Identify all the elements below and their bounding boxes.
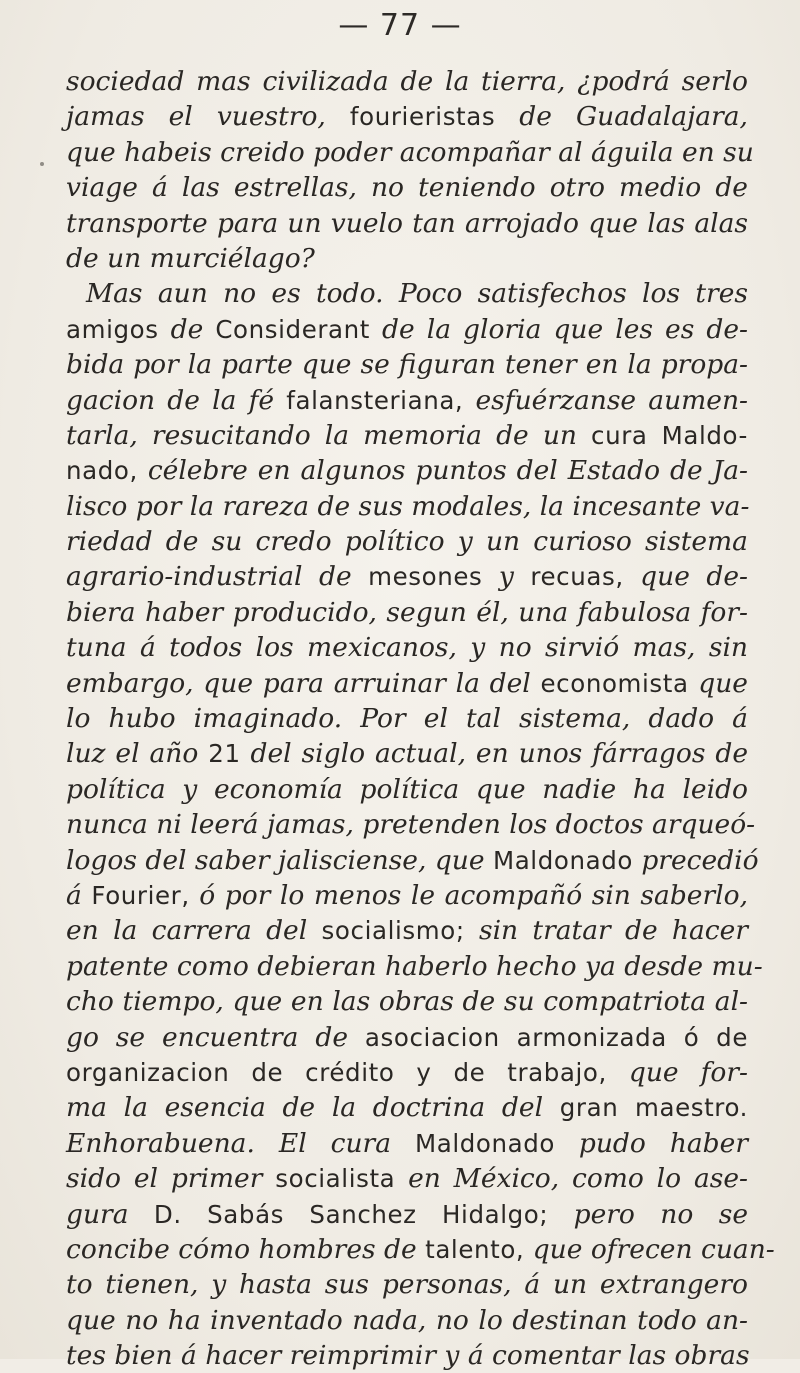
text-line (66, 666, 748, 701)
italic-span: lisco por la rareza de sus modales, la incesante va- (66, 490, 750, 522)
italic-span: sociedad mas civilizada de la tierra, ¿podrá serlo (66, 66, 748, 97)
text-line (66, 1197, 748, 1232)
italic-span: de un murciélago? (66, 242, 315, 274)
italic-span: célebre en algunos puntos del Estado de Ja- (147, 455, 748, 487)
text-line (66, 64, 748, 99)
text-line (66, 1338, 748, 1373)
roman-span: recuas, (530, 562, 641, 592)
text-line (66, 772, 748, 807)
roman-span: asociacion armonizada ó de (364, 1022, 748, 1052)
roman-span: organizacion de crédito y de trabajo, (66, 1057, 629, 1087)
italic-span: agrario-industrial de (66, 561, 369, 593)
italic-span: pero no se (573, 1198, 749, 1230)
text-line (66, 524, 748, 559)
text-line (66, 1232, 775, 1267)
page-number-header: — 77 — (338, 8, 462, 43)
text-line (66, 276, 748, 311)
text-line (66, 453, 748, 488)
italic-span: precedió (641, 844, 759, 876)
italic-span: política y economía política que nadie ha leido (66, 773, 748, 805)
italic-span: concibe cómo hombres de (66, 1233, 426, 1265)
italic-span: sido el primer (66, 1163, 276, 1195)
italic-span: lo hubo imaginado. Por el tal sistema, dado á (66, 703, 748, 735)
italic-span: viage á las estrellas, no teniendo otro medio de (66, 172, 748, 204)
text-line (66, 312, 748, 347)
text-line (66, 135, 754, 170)
italic-span: que ofrecen cuan- (532, 1233, 775, 1265)
text-line (66, 206, 748, 241)
italic-span: nunca ni leerá jamas, pretenden los doctos arqueó- (66, 809, 756, 841)
body-text (66, 64, 775, 1373)
italic-span: jamas el vuestro, (66, 101, 350, 133)
roman-span: nado, (66, 456, 148, 486)
roman-span: socialismo; (321, 916, 479, 946)
italic-span: gacion de la fé (66, 384, 287, 416)
text-line (66, 1303, 748, 1338)
roman-span: Fourier, (91, 880, 200, 910)
roman-span: Maldonado (414, 1128, 579, 1158)
italic-span: riedad de su credo político y un curioso sistema (66, 526, 748, 558)
text-line (66, 1090, 748, 1125)
italic-span: de Guadalajara, (519, 101, 748, 133)
italic-span: cho tiempo, que en las obras de su compatriota al- (66, 986, 748, 1018)
italic-span: Mas aun no es todo. Poco satisfechos los tres (86, 278, 748, 310)
italic-span: biera haber producido, segun él, una fabulosa for- (66, 596, 748, 628)
italic-span: en México, como lo ase- (408, 1163, 748, 1195)
italic-span: ó por lo menos le acompañó sin saberlo, (199, 879, 748, 911)
roman-span: mesones (368, 562, 499, 592)
italic-span: go se encuentra de (66, 1021, 365, 1053)
italic-span: de la gloria que les es de- (382, 313, 748, 345)
text-line (66, 913, 748, 948)
italic-span: que habeis creido poder acompañar al águila en su (66, 136, 754, 168)
roman-span: economista (540, 668, 699, 698)
text-line (66, 170, 748, 205)
roman-span: falansteriana, (286, 385, 476, 415)
italic-span: embargo, que para arruinar la del (66, 667, 541, 699)
italic-span: pudo haber (578, 1127, 748, 1159)
roman-span: gran maestro. (559, 1093, 748, 1123)
italic-span: que no ha inventado nada, no lo destinan todo an- (66, 1304, 748, 1336)
roman-span: fourieristas (349, 102, 520, 132)
text-line (66, 807, 756, 842)
text-line (66, 559, 748, 594)
italic-span: patente como debieran haberlo hecho ya desde mu- (66, 950, 763, 982)
roman-span: D. Sabás Sanchez Hidalgo; (153, 1199, 574, 1229)
italic-span: tuna á todos los mexicanos, y no sirvió mas, sin (66, 632, 748, 664)
roman-span: amigos (66, 314, 171, 344)
text-line (66, 949, 763, 984)
text-line (66, 241, 748, 276)
text-line (66, 1161, 748, 1196)
text-line (66, 99, 748, 134)
text-line (66, 843, 759, 878)
italic-span: bida por la parte que se figuran tener en la propa- (66, 349, 748, 381)
roman-span: cura Maldo- (591, 420, 748, 450)
text-line (66, 736, 748, 771)
italic-span: que de- (640, 561, 748, 593)
text-line (66, 1267, 748, 1302)
italic-span: luz el año (66, 738, 209, 770)
italic-span: to tienen, y hasta sus personas, á un extrangero (66, 1269, 748, 1301)
text-line (66, 701, 748, 736)
italic-span: de (170, 313, 216, 345)
italic-span: sin tratar de hacer (478, 915, 748, 947)
text-line (66, 489, 748, 524)
text-line (66, 347, 748, 382)
italic-span: del siglo actual, en unos fárragos de (250, 738, 749, 770)
text-line (66, 418, 748, 453)
italic-span: que (698, 667, 748, 699)
italic-span: tarla, resucitando la memoria de un (66, 419, 592, 451)
roman-span: Considerant (215, 314, 383, 344)
text-line (66, 878, 748, 913)
text-line (66, 1055, 748, 1090)
text-line (66, 1020, 748, 1055)
italic-span: á (66, 879, 92, 911)
text-line (66, 1126, 748, 1161)
italic-span: Enhorabuena. El cura (66, 1127, 415, 1159)
italic-span: gura (66, 1198, 154, 1230)
roman-span: socialista (275, 1164, 409, 1194)
roman-span: talento, (425, 1234, 533, 1264)
italic-span: transporte para un vuelo tan arrojado que las alas (66, 207, 748, 239)
text-line (66, 630, 748, 665)
italic-span: que for- (628, 1056, 748, 1088)
text-line (66, 595, 748, 630)
italic-span: en la carrera del (66, 915, 322, 947)
margin-mark (40, 162, 44, 166)
text-line (66, 984, 748, 1019)
roman-span: 21 (208, 739, 251, 769)
italic-span: tes bien á hacer reimprimir y á comentar las obras (66, 1340, 750, 1372)
italic-span: logos del saber jalisciense, que (66, 844, 493, 876)
italic-span: esfuérzanse aumen- (475, 384, 748, 416)
text-line (66, 383, 748, 418)
roman-span: Maldonado (492, 845, 642, 875)
italic-span: y (498, 561, 531, 593)
italic-span: ma la esencia de la doctrina del (66, 1092, 560, 1124)
